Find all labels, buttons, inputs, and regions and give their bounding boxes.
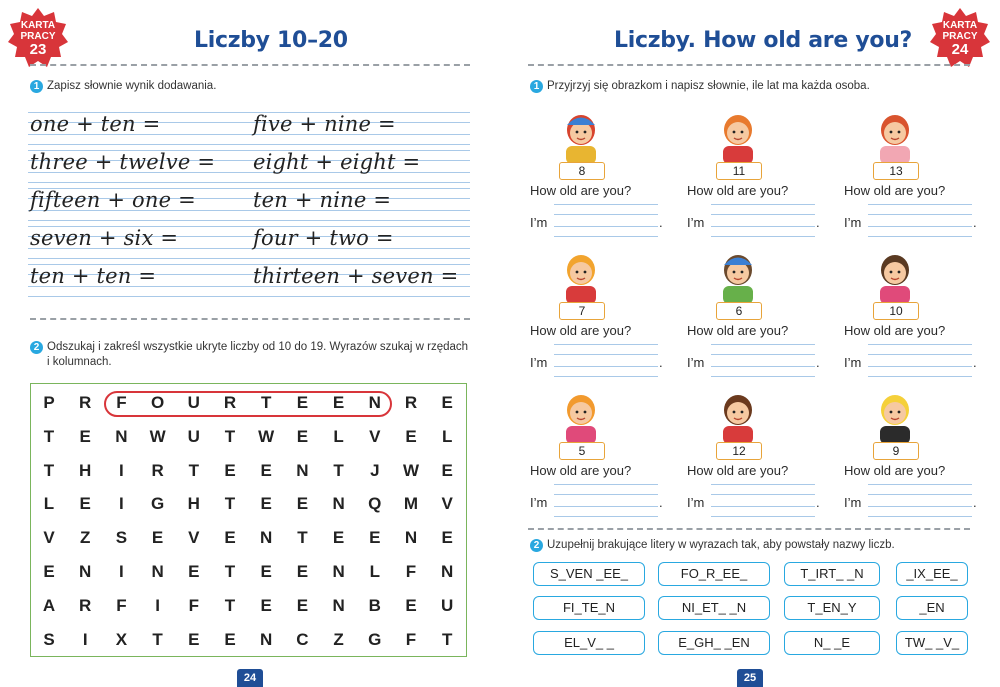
grid-letter[interactable]: M bbox=[403, 494, 419, 514]
grid-letter[interactable]: F bbox=[405, 562, 417, 581]
grid-letter[interactable]: R bbox=[151, 460, 164, 480]
grid-letter[interactable]: T bbox=[43, 426, 55, 446]
question-text: How old are you? bbox=[530, 323, 632, 338]
writing-line bbox=[28, 182, 470, 183]
page-number: 25 bbox=[737, 669, 763, 687]
sum-expression[interactable]: ten + nine = bbox=[253, 188, 392, 212]
grid-letter[interactable]: T bbox=[224, 595, 236, 615]
answer-line[interactable] bbox=[711, 236, 815, 237]
answer-line[interactable] bbox=[554, 376, 658, 377]
question-text: How old are you? bbox=[687, 463, 789, 478]
grid-letter[interactable]: I bbox=[119, 460, 124, 480]
grid-letter[interactable]: W bbox=[402, 460, 420, 480]
grid-letter[interactable]: F bbox=[405, 629, 417, 649]
answer-line[interactable] bbox=[711, 344, 815, 345]
grid-letter[interactable]: J bbox=[370, 460, 380, 480]
grid-letter[interactable]: E bbox=[441, 528, 453, 548]
writing-line bbox=[28, 296, 470, 297]
grid-letter[interactable]: R bbox=[223, 393, 237, 412]
grid-letter[interactable]: E bbox=[188, 562, 200, 581]
grid-letter[interactable]: E bbox=[296, 494, 309, 514]
missing-letters-word[interactable]: N_ _E bbox=[784, 631, 880, 655]
answer-line[interactable] bbox=[554, 516, 658, 517]
grid-letter[interactable]: V bbox=[369, 426, 381, 446]
answer-prefix: I’m bbox=[687, 215, 705, 230]
age-label: 7 bbox=[559, 302, 605, 320]
child-avatar-icon bbox=[556, 388, 606, 444]
grid-letter[interactable]: N bbox=[332, 494, 345, 514]
sum-expression[interactable]: seven + six = bbox=[30, 226, 179, 250]
grid-letter[interactable]: E bbox=[296, 595, 309, 615]
grid-letter[interactable]: R bbox=[79, 393, 92, 412]
grid-letter[interactable]: H bbox=[79, 460, 92, 480]
grid-letter[interactable]: E bbox=[151, 528, 164, 548]
missing-letters-word[interactable]: T_EN_Y bbox=[784, 596, 880, 620]
missing-letters-word[interactable]: _EN bbox=[896, 596, 968, 620]
badge-line2: PRACY bbox=[942, 31, 978, 42]
answer-line[interactable] bbox=[868, 214, 972, 215]
badge-line1: KARTA bbox=[20, 20, 56, 31]
badge-line1: KARTA bbox=[942, 20, 978, 31]
answer-line[interactable] bbox=[868, 236, 972, 237]
grid-letter[interactable]: E bbox=[260, 494, 272, 514]
answer-prefix: I’m bbox=[687, 355, 705, 370]
missing-letters-word[interactable]: EL_V_ _ bbox=[533, 631, 645, 655]
exercise-instruction: Przyjrzyj się obrazkom i napisz słownie, ile lat ma każda osoba. bbox=[547, 80, 870, 92]
child-avatar-icon bbox=[870, 108, 920, 164]
grid-letter[interactable]: E bbox=[405, 426, 417, 446]
answer-line[interactable] bbox=[554, 226, 658, 227]
child-avatar-icon bbox=[556, 248, 606, 304]
grid-letter[interactable]: L bbox=[441, 426, 453, 446]
page-title: Liczby 10–20 bbox=[194, 28, 348, 53]
grid-letter[interactable]: N bbox=[115, 426, 128, 446]
answer-prefix: I’m bbox=[530, 495, 548, 510]
grid-letter[interactable]: L bbox=[333, 426, 344, 446]
sum-expression[interactable]: fifteen + one = bbox=[30, 188, 196, 212]
grid-letter[interactable]: N bbox=[441, 562, 454, 581]
answer-line[interactable] bbox=[554, 506, 658, 507]
missing-letters-word[interactable]: _IX_EE_ bbox=[896, 562, 968, 586]
page-title: Liczby. How old are you? bbox=[614, 28, 913, 53]
child-avatar-icon bbox=[870, 248, 920, 304]
grid-letter[interactable]: E bbox=[79, 426, 91, 446]
sum-expression[interactable]: ten + ten = bbox=[30, 264, 157, 288]
grid-letter[interactable]: I bbox=[82, 629, 88, 649]
answer-line[interactable] bbox=[554, 204, 658, 205]
exercise-number: 1 bbox=[530, 80, 543, 93]
badge-line2: PRACY bbox=[20, 31, 56, 42]
grid-letter[interactable]: I bbox=[119, 494, 124, 514]
grid-letter[interactable]: E bbox=[188, 629, 200, 649]
sum-expression[interactable]: three + twelve = bbox=[30, 150, 216, 174]
exercise-instruction: Uzupełnij brakujące litery w wyrazach tak, aby powstały nazwy liczb. bbox=[547, 539, 895, 551]
answer-prefix: I’m bbox=[687, 495, 705, 510]
grid-letter[interactable]: E bbox=[224, 528, 236, 548]
answer-line[interactable] bbox=[711, 494, 815, 495]
grid-letter[interactable]: T bbox=[224, 494, 236, 514]
grid-letter[interactable]: X bbox=[115, 629, 128, 649]
grid-letter[interactable]: N bbox=[332, 595, 345, 615]
answer-line[interactable] bbox=[868, 354, 972, 355]
grid-letter[interactable]: E bbox=[260, 562, 272, 581]
grid-letter[interactable]: V bbox=[441, 494, 453, 514]
answer-line[interactable] bbox=[554, 366, 658, 367]
grid-letter[interactable]: W bbox=[258, 426, 275, 446]
grid-letter[interactable]: A bbox=[42, 595, 56, 615]
answer-prefix: I’m bbox=[844, 215, 862, 230]
grid-letter[interactable]: N bbox=[368, 393, 381, 412]
grid-letter[interactable]: E bbox=[296, 562, 309, 581]
grid-letter[interactable]: T bbox=[224, 562, 236, 581]
grid-letter[interactable]: E bbox=[43, 562, 55, 581]
exercise-instruction bbox=[47, 340, 472, 370]
grid-letter[interactable]: N bbox=[404, 528, 418, 548]
badge-number: 24 bbox=[951, 41, 969, 58]
question-text: How old are you? bbox=[530, 183, 632, 198]
answer-line[interactable] bbox=[711, 484, 815, 485]
grid-letter[interactable]: W bbox=[149, 426, 166, 446]
grid-letter[interactable]: I bbox=[155, 595, 160, 615]
sum-expression[interactable]: eight + eight = bbox=[253, 150, 421, 174]
exercise-number: 2 bbox=[30, 341, 43, 354]
divider bbox=[30, 64, 470, 66]
age-label: 5 bbox=[559, 442, 605, 460]
page-number: 24 bbox=[237, 669, 263, 687]
answer-line[interactable] bbox=[868, 484, 972, 485]
answer-period: . bbox=[659, 495, 663, 510]
missing-letters-word[interactable]: FI_TE_N bbox=[533, 596, 645, 620]
badge-number: 23 bbox=[29, 41, 47, 58]
exercise-number: 2 bbox=[530, 539, 543, 552]
grid-letter[interactable]: N bbox=[296, 460, 309, 480]
age-label: 8 bbox=[559, 162, 605, 180]
grid-letter[interactable]: Z bbox=[333, 629, 344, 649]
answer-line[interactable] bbox=[554, 484, 658, 485]
grid-letter[interactable]: R bbox=[404, 393, 418, 412]
divider bbox=[30, 318, 470, 320]
answer-line[interactable] bbox=[711, 366, 815, 367]
grid-letter[interactable]: F bbox=[116, 393, 127, 412]
grid-letter[interactable]: Z bbox=[79, 528, 91, 548]
answer-line[interactable] bbox=[868, 376, 972, 377]
child-avatar-icon bbox=[713, 248, 763, 304]
missing-letters-word[interactable]: S_VEN _EE_ bbox=[533, 562, 645, 586]
missing-letters-word[interactable]: T_IRT_ _N bbox=[784, 562, 880, 586]
answer-period: . bbox=[973, 495, 977, 510]
grid-letter[interactable]: E bbox=[224, 629, 236, 649]
answer-line[interactable] bbox=[554, 236, 658, 237]
sum-expression[interactable]: thirteen + seven = bbox=[253, 264, 459, 288]
answer-line[interactable] bbox=[868, 366, 972, 367]
sum-expression[interactable]: five + nine = bbox=[253, 112, 396, 136]
grid-letter[interactable]: F bbox=[116, 595, 127, 615]
sum-expression[interactable]: one + ten = bbox=[30, 112, 161, 136]
grid-letter[interactable]: C bbox=[296, 629, 309, 649]
answer-line[interactable] bbox=[554, 344, 658, 345]
answer-line[interactable] bbox=[554, 354, 658, 355]
grid-letter[interactable]: O bbox=[150, 393, 165, 412]
sum-expression[interactable]: four + two = bbox=[253, 226, 394, 250]
instruction-line: i kolumnach. bbox=[47, 356, 112, 368]
question-text: How old are you? bbox=[530, 463, 632, 478]
child-avatar-icon bbox=[556, 108, 606, 164]
answer-period: . bbox=[816, 215, 820, 230]
answer-line[interactable] bbox=[868, 204, 972, 205]
answer-line[interactable] bbox=[711, 516, 815, 517]
writing-line bbox=[28, 220, 470, 221]
missing-letters-word[interactable]: E_GH_ _EN bbox=[658, 631, 770, 655]
grid-letter[interactable]: V bbox=[43, 528, 55, 548]
exercise-instruction: Zapisz słownie wynik dodawania. bbox=[47, 80, 217, 92]
age-label: 10 bbox=[873, 302, 919, 320]
grid-letter[interactable]: L bbox=[369, 562, 380, 581]
question-text: How old are you? bbox=[844, 463, 946, 478]
grid-letter[interactable]: U bbox=[441, 595, 454, 615]
answer-line[interactable] bbox=[711, 226, 815, 227]
answer-prefix: I’m bbox=[844, 355, 862, 370]
grid-letter[interactable]: E bbox=[405, 595, 417, 615]
answer-period: . bbox=[816, 495, 820, 510]
grid-letter[interactable]: E bbox=[332, 393, 345, 412]
grid-letter[interactable]: N bbox=[332, 562, 345, 581]
grid-letter[interactable]: V bbox=[188, 528, 200, 548]
grid-letter[interactable]: N bbox=[260, 528, 273, 548]
writing-line bbox=[28, 258, 470, 259]
answer-line[interactable] bbox=[868, 344, 972, 345]
grid-letter[interactable]: T bbox=[441, 629, 453, 649]
missing-letters-word[interactable]: FO_R_EE_ bbox=[658, 562, 770, 586]
grid-letter[interactable]: N bbox=[151, 562, 164, 581]
grid-letter[interactable]: E bbox=[224, 460, 236, 480]
exercise-number: 1 bbox=[30, 80, 43, 93]
worksheet-badge bbox=[928, 6, 992, 70]
grid-letter[interactable]: N bbox=[260, 629, 273, 649]
grid-letter[interactable]: U bbox=[187, 426, 200, 446]
answer-line[interactable] bbox=[868, 226, 972, 227]
grid-letter[interactable]: L bbox=[43, 494, 55, 514]
question-text: How old are you? bbox=[844, 183, 946, 198]
divider bbox=[528, 528, 970, 530]
found-word-circle bbox=[104, 391, 392, 417]
grid-letter[interactable]: T bbox=[297, 528, 308, 548]
answer-line[interactable] bbox=[711, 214, 815, 215]
grid-letter[interactable]: T bbox=[260, 393, 272, 412]
grid-letter[interactable]: T bbox=[43, 460, 55, 480]
writing-line bbox=[28, 144, 470, 145]
grid-letter[interactable]: E bbox=[260, 460, 272, 480]
grid-letter[interactable]: S bbox=[115, 528, 128, 548]
age-label: 12 bbox=[716, 442, 762, 460]
missing-letters-word[interactable]: TW_ _V_ bbox=[896, 631, 968, 655]
grid-letter[interactable]: H bbox=[187, 494, 200, 514]
grid-letter[interactable]: B bbox=[368, 595, 381, 615]
grid-letter[interactable]: E bbox=[296, 393, 309, 412]
answer-period: . bbox=[659, 355, 663, 370]
answer-line[interactable] bbox=[554, 494, 658, 495]
grid-letter[interactable]: G bbox=[368, 629, 382, 649]
age-label: 13 bbox=[873, 162, 919, 180]
grid-letter[interactable]: S bbox=[43, 629, 55, 649]
grid-letter[interactable]: E bbox=[296, 426, 309, 446]
answer-period: . bbox=[816, 355, 820, 370]
instruction-line: Odszukaj i zakreśl wszystkie ukryte liczby od 10 do 19. Wyrazów szukaj w rzędach bbox=[47, 341, 469, 353]
answer-prefix: I’m bbox=[530, 355, 548, 370]
grid-letter[interactable]: T bbox=[188, 460, 199, 480]
child-avatar-icon bbox=[713, 108, 763, 164]
answer-period: . bbox=[659, 215, 663, 230]
grid-letter[interactable]: G bbox=[150, 494, 165, 514]
answer-line[interactable] bbox=[868, 494, 972, 495]
missing-letters-word[interactable]: NI_ET_ _N bbox=[658, 596, 770, 620]
child-avatar-icon bbox=[713, 388, 763, 444]
grid-letter[interactable]: T bbox=[224, 426, 236, 446]
word-search-grid[interactable] bbox=[30, 383, 467, 657]
grid-letter[interactable]: R bbox=[79, 595, 92, 615]
grid-letter[interactable]: T bbox=[333, 460, 344, 480]
grid-letter[interactable]: E bbox=[260, 595, 272, 615]
divider bbox=[528, 64, 970, 66]
grid-letter[interactable]: I bbox=[119, 562, 124, 581]
worksheet-badge bbox=[6, 6, 70, 70]
grid-letter[interactable]: F bbox=[188, 595, 199, 615]
answer-prefix: I’m bbox=[844, 495, 862, 510]
age-label: 6 bbox=[716, 302, 762, 320]
child-avatar-icon bbox=[870, 388, 920, 444]
grid-letter[interactable]: E bbox=[79, 494, 91, 514]
grid-letter[interactable]: E bbox=[441, 460, 453, 480]
answer-line[interactable] bbox=[711, 506, 815, 507]
grid-letter[interactable]: T bbox=[152, 629, 163, 649]
grid-letter[interactable]: U bbox=[187, 393, 200, 412]
right-page bbox=[500, 0, 1000, 687]
answer-line[interactable] bbox=[711, 376, 815, 377]
age-label: 9 bbox=[873, 442, 919, 460]
answer-line[interactable] bbox=[711, 204, 815, 205]
age-label: 11 bbox=[716, 162, 762, 180]
grid-letter[interactable]: E bbox=[332, 528, 345, 548]
question-text: How old are you? bbox=[687, 323, 789, 338]
answer-prefix: I’m bbox=[530, 215, 548, 230]
question-text: How old are you? bbox=[844, 323, 946, 338]
answer-period: . bbox=[973, 355, 977, 370]
answer-line[interactable] bbox=[868, 506, 972, 507]
answer-line[interactable] bbox=[554, 214, 658, 215]
grid-letter[interactable]: E bbox=[441, 393, 453, 412]
grid-letter[interactable]: Q bbox=[368, 494, 382, 514]
answer-period: . bbox=[973, 215, 977, 230]
answer-line[interactable] bbox=[711, 354, 815, 355]
answer-line[interactable] bbox=[868, 516, 972, 517]
grid-letter[interactable]: E bbox=[369, 528, 381, 548]
question-text: How old are you? bbox=[687, 183, 789, 198]
grid-letter[interactable]: N bbox=[79, 562, 92, 581]
grid-letter[interactable]: P bbox=[43, 393, 55, 412]
